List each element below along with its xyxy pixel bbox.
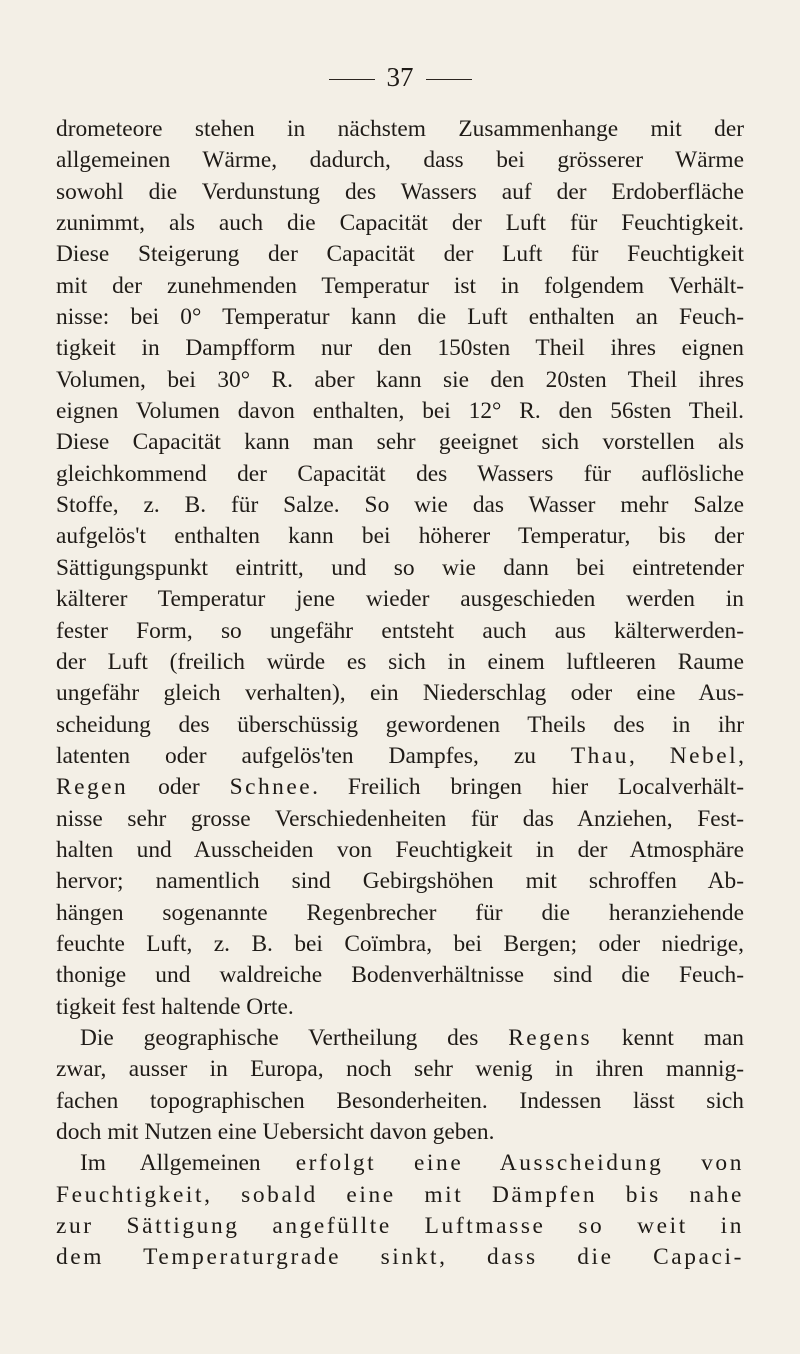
spaced-term: Nebel — [669, 742, 739, 769]
body-text — [56, 114, 744, 1274]
text-fragment: , — [628, 742, 670, 769]
spaced-term: Regens — [508, 1024, 593, 1051]
text-line: Volumen, bei 30° R. aber kann sie den 20sten Theil ihres — [56, 366, 744, 393]
text-line: Diese Steigerung der Capacität der Luft für Feuchtigkeit — [56, 241, 744, 268]
spaced-phrase: dem Temperaturgrade sinkt, dass die Capaci- — [56, 1244, 744, 1271]
text-line: aufgelös't enthalten kann bei höherer Temperatur, bis der — [56, 523, 744, 550]
spaced-phrase: Feuchtigkeit, sobald eine mit Dämpfen bis nahe — [56, 1181, 744, 1208]
text-line — [56, 1023, 744, 1054]
text-fragment: latenten oder aufgelös'ten Dampfes, zu — [56, 742, 571, 769]
text-line — [56, 741, 744, 772]
text-line: eignen Volumen davon enthalten, bei 12° R. den 56sten Theil. — [56, 398, 744, 425]
text-line — [56, 1242, 744, 1273]
text-fragment: oder — [128, 774, 230, 801]
text-line: nisse sehr grosse Verschiedenheiten für das Anziehen, Fest- — [56, 805, 744, 832]
page-header — [0, 60, 800, 94]
text-fragment: Die geographische Vertheilung des — [80, 1024, 509, 1051]
spaced-term: Thau — [570, 742, 629, 769]
text-line: hängen sogenannte Regenbrecher für die heranziehende — [56, 899, 744, 926]
spaced-term: Schnee — [229, 774, 313, 801]
text-line: doch mit Nutzen eine Uebersicht davon geben. — [56, 1119, 495, 1145]
text-line: Sättigungspunkt eintritt, und so wie dann bei eintretender — [56, 554, 744, 581]
text-fragment: kennt man — [592, 1024, 745, 1051]
text-line: fachen topographischen Besonderheiten. Indessen lässt sich — [56, 1087, 744, 1114]
text-line: nisse: bei 0° Temperatur kann die Luft enthalten an Feuch- — [56, 304, 744, 331]
text-line: feuchte Luft, z. B. bei Coïmbra, bei Bergen; oder niedrige, — [56, 930, 744, 957]
text-line: der Luft (freilich würde es sich in einem luftleeren Raume — [56, 648, 744, 675]
spaced-phrase: zur Sättigung angefüllte Luftmasse so weit in — [56, 1213, 744, 1240]
text-line: ungefähr gleich verhalten), ein Niederschlag oder eine Aus- — [56, 680, 744, 707]
text-line — [56, 1211, 744, 1242]
header-rule-left — [329, 79, 375, 80]
text-line — [56, 1180, 744, 1211]
text-line: gleichkommend der Capacität des Wassers für auflösliche — [56, 460, 744, 487]
spaced-term: Regen — [56, 774, 129, 801]
text-line: allgemeinen Wärme, dadurch, dass bei grösserer Wärme — [56, 147, 744, 174]
spaced-phrase: erfolgt eine Ausscheidung von — [295, 1150, 745, 1177]
text-line: halten und Ausscheiden von Feuchtigkeit in der Atmosphäre — [56, 836, 744, 863]
text-line — [56, 1148, 744, 1179]
text-fragment: Im Allgemeinen — [80, 1150, 296, 1177]
text-line: drometeore stehen in nächstem Zusammenhange mit der — [56, 116, 744, 142]
text-line: tigkeit fest haltende Orte. — [56, 993, 294, 1020]
text-line: hervor; namentlich sind Gebirgshöhen mit schroffen Ab- — [56, 868, 744, 895]
text-fragment: , — [738, 742, 744, 769]
text-line: scheidung des überschüssig gewordenen Theils des in ihr — [56, 711, 744, 738]
text-line: sowohl die Verdunstung des Wassers auf der Erdoberfläche — [56, 178, 744, 205]
text-line: thonige und waldreiche Bodenverhältnisse sind die Feuch- — [56, 962, 744, 989]
text-line: Diese Capacität kann man sehr geeignet sich vorstellen als — [56, 429, 744, 456]
text-line: fester Form, so ungefähr entsteht auch aus kälterwerden- — [56, 617, 744, 644]
text-fragment: . Freilich bringen hier Localverhält- — [312, 774, 744, 801]
text-line: Stoffe, z. B. für Salze. So wie das Wasser mehr Salze — [56, 492, 744, 519]
text-line: kälterer Temperatur jene wieder ausgeschieden werden in — [56, 586, 744, 613]
text-line: zwar, ausser in Europa, noch sehr wenig in ihren mannig- — [56, 1056, 744, 1083]
text-line: zunimmt, als auch die Capacität der Luft für Feuchtigkeit. — [56, 210, 744, 237]
page-number: 37 — [386, 62, 414, 92]
text-line: mit der zunehmenden Temperatur ist in folgendem Verhält- — [56, 272, 744, 299]
text-line — [56, 772, 744, 803]
text-line: tigkeit in Dampfform nur den 150sten Theil ihres eignen — [56, 335, 744, 362]
header-rule-right — [426, 79, 472, 80]
